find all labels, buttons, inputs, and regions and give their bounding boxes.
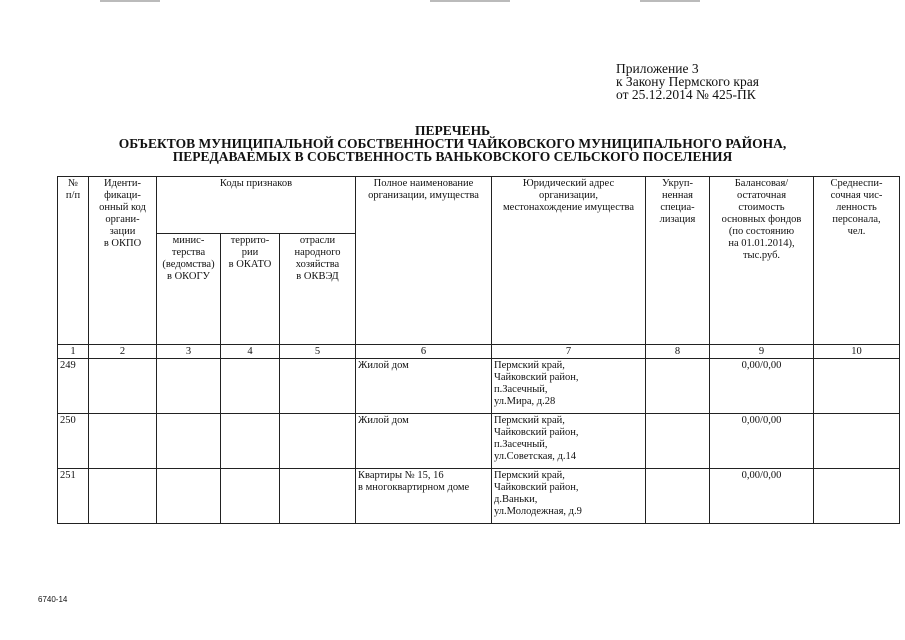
column-number: 10 [814, 345, 900, 359]
empty-cell [221, 414, 280, 469]
header-staff: Среднеспи- сочная чис- ленность персонала, чел. [814, 177, 900, 345]
balance-value: 0,00/0,00 [710, 469, 814, 524]
column-number: 4 [221, 345, 280, 359]
property-table [57, 176, 900, 524]
title-line: ОБЪЕКТОВ МУНИЦИПАЛЬНОЙ СОБСТВЕННОСТИ ЧАЙКОВСКОГО МУНИЦИПАЛЬНОГО РАЙОНА, [118, 136, 787, 151]
empty-cell [89, 414, 157, 469]
empty-cell [280, 469, 356, 524]
title-line: ПЕРЕЧЕНЬ [414, 123, 491, 138]
empty-cell [646, 469, 710, 524]
annex-line: к Закону Пермского края [616, 74, 759, 89]
scan-artifact-top [640, 0, 700, 2]
row-number: 250 [58, 414, 89, 469]
object-address: Пермский край, Чайковский район, п.Засечный, ул.Советская, д.14 [492, 414, 646, 469]
scan-artifact-top [100, 0, 160, 2]
object-address: Пермский край, Чайковский район, п.Засечный, ул.Мира, д.28 [492, 359, 646, 414]
column-number: 9 [710, 345, 814, 359]
balance-value: 0,00/0,00 [710, 414, 814, 469]
annex-reference [616, 62, 759, 101]
object-name: Жилой дом [356, 359, 492, 414]
header-okogu: минис- терства (ведомства) в ОКОГУ [157, 234, 221, 345]
header-okpo: Иденти- фикаци- онный код органи- зации в ОКПО [89, 177, 157, 345]
object-name: Квартиры № 15, 16 в многоквартирном доме [356, 469, 492, 524]
object-name: Жилой дом [356, 414, 492, 469]
object-address: Пермский край, Чайковский район, д.Ваньки, ул.Молодежная, д.9 [492, 469, 646, 524]
empty-cell [89, 359, 157, 414]
empty-cell [221, 359, 280, 414]
table-row [58, 469, 900, 524]
header-okved: отрасли народного хозяйства в ОКВЭД [280, 234, 356, 345]
header-num: № п/п [58, 177, 89, 345]
balance-value: 0,00/0,00 [710, 359, 814, 414]
empty-cell [814, 359, 900, 414]
table-header-row [58, 177, 900, 234]
empty-cell [646, 359, 710, 414]
title-line: ПЕРЕДАВАЕМЫХ В СОБСТВЕННОСТЬ ВАНЬКОВСКОГО СЕЛЬСКОГО ПОСЕЛЕНИЯ [172, 149, 733, 164]
empty-cell [814, 414, 900, 469]
header-name: Полное наименование организации, имущества [356, 177, 492, 345]
table-row [58, 359, 900, 414]
header-codes: Коды признаков [157, 177, 356, 234]
empty-cell [89, 469, 157, 524]
empty-cell [814, 469, 900, 524]
document-title [0, 124, 905, 163]
row-number: 251 [58, 469, 89, 524]
annex-line: от 25.12.2014 № 425-ПК [616, 87, 756, 102]
scan-artifact-top [430, 0, 510, 2]
column-number: 8 [646, 345, 710, 359]
column-number: 7 [492, 345, 646, 359]
document-code: 6740-14 [38, 595, 68, 604]
empty-cell [646, 414, 710, 469]
column-number: 2 [89, 345, 157, 359]
empty-cell [280, 414, 356, 469]
column-number: 3 [157, 345, 221, 359]
empty-cell [157, 359, 221, 414]
empty-cell [157, 414, 221, 469]
header-okato: террито- рии в ОКАТО [221, 234, 280, 345]
empty-cell [280, 359, 356, 414]
empty-cell [157, 469, 221, 524]
row-number: 249 [58, 359, 89, 414]
empty-cell [221, 469, 280, 524]
header-address: Юридический адрес организации, местонахождение имущества [492, 177, 646, 345]
table-row [58, 414, 900, 469]
column-number: 5 [280, 345, 356, 359]
header-value: Балансовая/ остаточная стоимость основных фондов (по состоянию на 01.01.2014), тыс.руб. [710, 177, 814, 345]
column-number: 6 [356, 345, 492, 359]
annex-line: Приложение 3 [616, 61, 699, 76]
column-number: 1 [58, 345, 89, 359]
header-specialization: Укруп- ненная специа- лизация [646, 177, 710, 345]
column-number-row [58, 345, 900, 359]
